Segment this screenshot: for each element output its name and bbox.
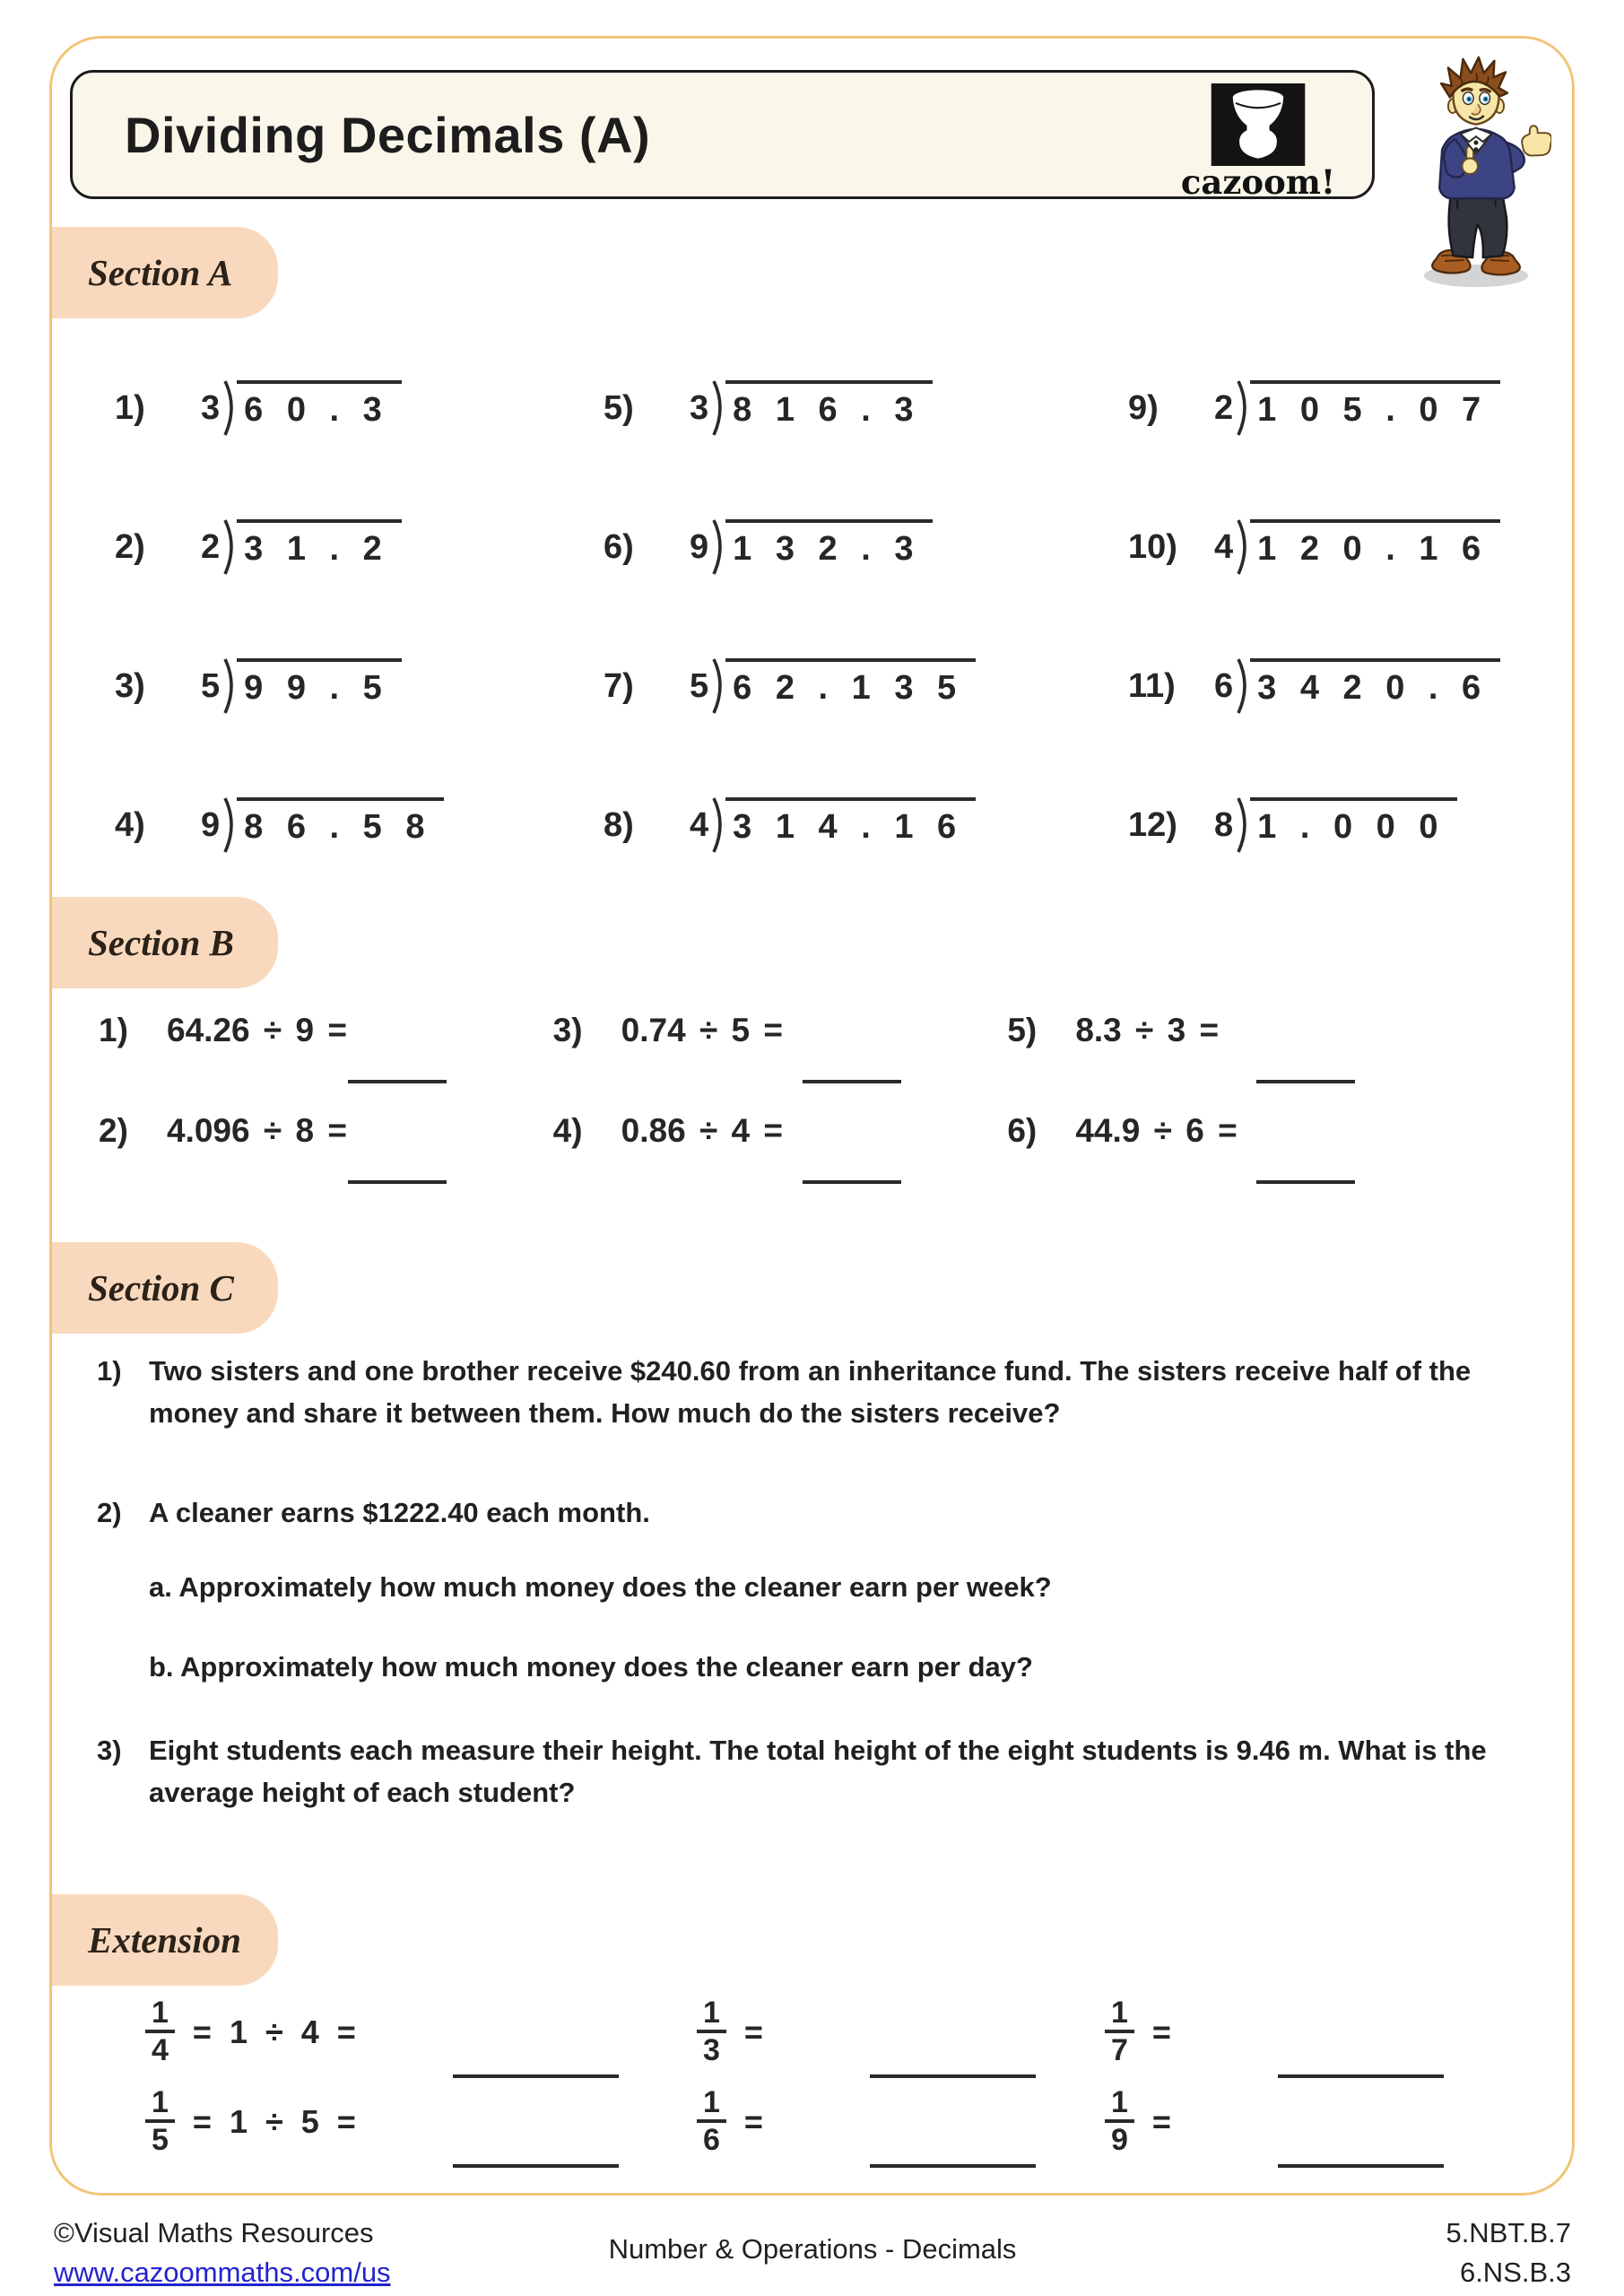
fraction-problem bbox=[126, 2085, 677, 2175]
answer-blank bbox=[803, 1080, 901, 1083]
answer-blank bbox=[870, 2074, 1036, 2078]
djembe-drum-icon bbox=[1211, 83, 1306, 166]
fraction-problem bbox=[126, 1996, 677, 2085]
fraction: $\frac{1}{3}$ bbox=[697, 1996, 726, 2067]
problem-text: A cleaner earns $1222.40 each month. bbox=[149, 1497, 650, 1528]
divisor: 5 bbox=[201, 667, 221, 705]
equation-text: = bbox=[743, 2103, 763, 2140]
answer-blank bbox=[870, 2164, 1036, 2168]
fraction: $\frac{1}{5}$ bbox=[145, 2085, 175, 2157]
problem-number: 2) bbox=[99, 1112, 128, 1149]
fraction: $\frac{1}{9}$ bbox=[1105, 2085, 1134, 2157]
section-b-label: Section B bbox=[52, 897, 278, 988]
divisor: 2 bbox=[201, 528, 221, 566]
problem-number: 5) bbox=[1007, 1012, 1038, 1048]
fraction-problem bbox=[1085, 2085, 1511, 2175]
dividend: 3 1 . 2 bbox=[237, 519, 402, 569]
fraction-problem bbox=[1085, 1996, 1511, 2085]
word-problem-subitem: b. Approximately how much money does the cleaner earn per day? bbox=[149, 1651, 1033, 1683]
equation-text: = 1 ÷ 5 = bbox=[192, 2103, 356, 2140]
problem-number: 3) bbox=[115, 667, 145, 705]
expression: 4.096 ÷ 8 = bbox=[167, 1112, 347, 1149]
expression: 64.26 ÷ 9 = bbox=[167, 1012, 347, 1048]
longdiv-problem bbox=[604, 380, 1128, 519]
problem-number: 11) bbox=[1128, 667, 1176, 705]
problem-number: 2) bbox=[97, 1497, 122, 1528]
longdiv-problem bbox=[1128, 658, 1514, 797]
word-problem-subitem: a. Approximately how much money does the cleaner earn per week? bbox=[149, 1571, 1052, 1603]
standard-code: 6.NS.B.3 bbox=[1459, 2257, 1572, 2288]
logo-wordmark: cazoom! bbox=[1180, 162, 1336, 202]
answer-blank bbox=[803, 1180, 901, 1184]
mascot-boy-illustration bbox=[1401, 56, 1551, 291]
divisor: 6 bbox=[1214, 667, 1234, 705]
answer-blank bbox=[348, 1080, 447, 1083]
divisor: 8 bbox=[1214, 806, 1234, 844]
longdiv-problem bbox=[604, 658, 1128, 797]
longdiv-problem bbox=[1128, 380, 1514, 519]
dividend: 1 2 0 . 1 6 bbox=[1250, 519, 1500, 569]
answer-blank bbox=[453, 2074, 619, 2078]
divisor: 9 bbox=[201, 806, 221, 844]
footer-standards bbox=[1016, 2213, 1571, 2292]
word-problem bbox=[97, 1492, 1514, 1534]
division-equation bbox=[553, 1012, 1008, 1112]
divisor: 9 bbox=[690, 528, 709, 566]
divisor: 2 bbox=[1214, 389, 1234, 427]
problem-text: Eight students each measure their height. The total height of the eight students is 9.46 m. What is the average height of each student? bbox=[149, 1735, 1487, 1808]
section-b-problems bbox=[99, 1012, 1462, 1213]
dividend: 8 1 6 . 3 bbox=[725, 380, 933, 430]
expression: 0.86 ÷ 4 = bbox=[621, 1112, 783, 1149]
problem-number: 9) bbox=[1128, 389, 1159, 427]
extension-label: Extension bbox=[52, 1894, 278, 1986]
problem-number: 4) bbox=[115, 806, 145, 844]
footer-attribution bbox=[54, 2213, 609, 2292]
division-equation bbox=[1007, 1012, 1462, 1112]
longdiv-problem bbox=[604, 519, 1128, 658]
longdiv-problem bbox=[1128, 519, 1514, 658]
longdiv-problem bbox=[115, 380, 604, 519]
answer-blank bbox=[1256, 1080, 1355, 1083]
longdiv-problem bbox=[115, 519, 604, 658]
dividend: 1 3 2 . 3 bbox=[725, 519, 933, 569]
worksheet-header bbox=[70, 70, 1375, 202]
answer-blank bbox=[348, 1180, 447, 1184]
dividend: 1 . 0 0 0 bbox=[1250, 797, 1457, 847]
section-a-label: Section A bbox=[52, 227, 278, 318]
copyright-text: ©Visual Maths Resources bbox=[54, 2217, 374, 2248]
dividend: 8 6 . 5 8 bbox=[237, 797, 444, 847]
dividend: 3 4 2 0 . 6 bbox=[1250, 658, 1500, 708]
answer-blank bbox=[1278, 2164, 1444, 2168]
problem-number: 8) bbox=[604, 806, 634, 844]
problem-number: 5) bbox=[604, 389, 634, 427]
problem-number: 6) bbox=[1007, 1112, 1038, 1149]
problem-number: 7) bbox=[604, 667, 634, 705]
longdiv-problem bbox=[115, 658, 604, 797]
division-equation bbox=[99, 1112, 553, 1213]
answer-blank bbox=[1256, 1180, 1355, 1184]
section-a-problems bbox=[115, 380, 1514, 936]
answer-blank bbox=[1278, 2074, 1444, 2078]
equation-text: = bbox=[743, 2013, 763, 2050]
dividend: 1 0 5 . 0 7 bbox=[1250, 380, 1500, 430]
expression: 44.9 ÷ 6 = bbox=[1075, 1112, 1238, 1149]
problem-number: 1) bbox=[115, 389, 145, 427]
problem-number: 3) bbox=[97, 1735, 122, 1766]
fraction-problem bbox=[677, 2085, 1085, 2175]
divisor: 3 bbox=[201, 389, 221, 427]
problem-number: 1) bbox=[97, 1355, 122, 1387]
word-problem bbox=[97, 1729, 1514, 1813]
divisor: 5 bbox=[690, 667, 709, 705]
footer bbox=[54, 2213, 1571, 2292]
divisor: 4 bbox=[690, 806, 709, 844]
dividend: 6 0 . 3 bbox=[237, 380, 402, 430]
division-equation bbox=[1007, 1112, 1462, 1213]
cazoom-website-link[interactable]: www.cazoommaths.com/us bbox=[54, 2257, 391, 2288]
problem-number: 6) bbox=[604, 528, 634, 566]
problem-number: 1) bbox=[99, 1012, 128, 1048]
equation-text: = bbox=[1151, 2013, 1171, 2050]
division-equation bbox=[99, 1012, 553, 1112]
fraction: $\frac{1}{7}$ bbox=[1105, 1996, 1134, 2067]
answer-blank bbox=[453, 2164, 619, 2168]
dividend: 9 9 . 5 bbox=[237, 658, 402, 708]
longdiv-problem bbox=[604, 797, 1128, 936]
section-c-word-problems bbox=[97, 1350, 1514, 1813]
problem-text: Two sisters and one brother receive $240.60 from an inheritance fund. The sisters receive half of the money and share it between them. How much do the sisters receive? bbox=[149, 1355, 1472, 1429]
section-c-label: Section C bbox=[52, 1242, 278, 1334]
equation-text: = 1 ÷ 4 = bbox=[192, 2013, 356, 2050]
fraction: $\frac{1}{6}$ bbox=[697, 2085, 726, 2157]
expression: 8.3 ÷ 3 = bbox=[1075, 1012, 1220, 1048]
problem-number: 10) bbox=[1128, 528, 1177, 566]
problem-number: 12) bbox=[1128, 806, 1177, 844]
problem-number: 2) bbox=[115, 528, 145, 566]
extension-problems bbox=[126, 1996, 1511, 2175]
equation-text: = bbox=[1151, 2103, 1171, 2140]
problem-number: 4) bbox=[552, 1112, 583, 1149]
fraction: $\frac{1}{4}$ bbox=[145, 1996, 175, 2067]
dividend: 6 2 . 1 3 5 bbox=[725, 658, 976, 708]
division-equation bbox=[553, 1112, 1008, 1213]
expression: 0.74 ÷ 5 = bbox=[621, 1012, 783, 1048]
footer-topic: Number & Operations - Decimals bbox=[608, 2233, 1017, 2265]
page-title: Dividing Decimals (A) bbox=[125, 106, 651, 163]
problem-number: 3) bbox=[552, 1012, 583, 1048]
word-problem bbox=[97, 1350, 1514, 1434]
divisor: 3 bbox=[690, 389, 709, 427]
standard-code: 5.NBT.B.7 bbox=[1446, 2217, 1572, 2248]
cazoom-logo bbox=[1182, 83, 1334, 202]
divisor: 4 bbox=[1214, 528, 1234, 566]
dividend: 3 1 4 . 1 6 bbox=[725, 797, 976, 847]
longdiv-problem bbox=[1128, 797, 1514, 936]
fraction-problem bbox=[677, 1996, 1085, 2085]
